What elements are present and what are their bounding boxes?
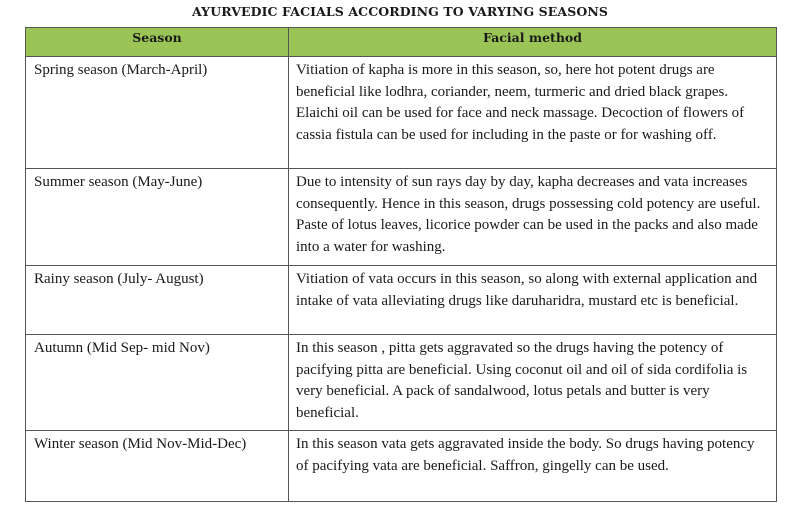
facial-method-cell: Due to intensity of sun rays day by day, kapha decreases and vata increases consequently. Hence in this season, drugs possessing cold potency are useful. Paste of lotus leaves, licorice powder can be used in the packs and also made into a water for washing.: [289, 169, 777, 266]
facial-method-cell: In this season vata gets aggravated inside the body. So drugs having potency of pacifying vata are beneficial. Saffron, gingelly can be used.: [289, 431, 777, 502]
season-cell: Summer season (May-June): [26, 169, 289, 266]
table-row: [26, 169, 777, 266]
page-title: AYURVEDIC FACIALS ACCORDING TO VARYING SEASONS: [192, 4, 608, 19]
season-cell: Rainy season (July- August): [26, 266, 289, 335]
season-cell: Autumn (Mid Sep- mid Nov): [26, 335, 289, 431]
table-row: [26, 266, 777, 335]
facial-method-cell: In this season , pitta gets aggravated so the drugs having the potency of pacifying pitta are beneficial. Using coconut oil and oil of sida cordifolia is very beneficial. A pack of sandalwood, lotus petals and butter is very beneficial.: [289, 335, 777, 431]
column-header-season: Season: [26, 28, 289, 57]
table-row: [26, 431, 777, 502]
season-cell: Spring season (March-April): [26, 57, 289, 169]
season-cell: Winter season (Mid Nov-Mid-Dec): [26, 431, 289, 502]
table-header-row: [26, 28, 777, 57]
facial-method-cell: Vitiation of vata occurs in this season, so along with external application and intake of vata alleviating drugs like daruharidra, mustard etc is beneficial.: [289, 266, 777, 335]
column-header-facial-method: Facial method: [289, 28, 777, 57]
table-row: [26, 57, 777, 169]
facial-method-cell: Vitiation of kapha is more in this season, so, here hot potent drugs are beneficial like lodhra, coriander, neem, turmeric and dried black grapes. Elaichi oil can be used for face and neck massage. Decoction of flowers of cassia fistula can be used for including in the paste or for washing off.: [289, 57, 777, 169]
seasons-table: [25, 27, 777, 502]
table-row: [26, 335, 777, 431]
